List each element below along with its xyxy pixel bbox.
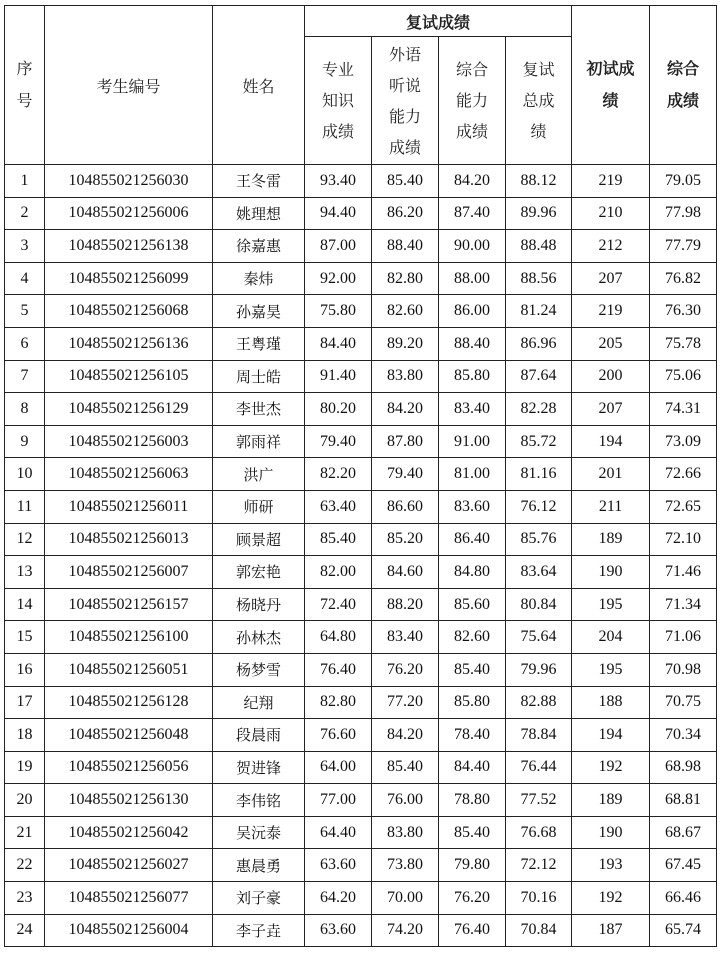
cell-exam-no: 104855021256027 xyxy=(45,849,213,882)
cell-final-score: 70.98 xyxy=(650,653,717,686)
header-retest-total: 复试 总成 绩 xyxy=(506,37,572,165)
cell-final-score: 71.46 xyxy=(650,556,717,589)
cell-final-score: 72.65 xyxy=(650,490,717,523)
cell-retest-total: 85.72 xyxy=(506,425,572,458)
cell-final-score: 68.98 xyxy=(650,751,717,784)
cell-retest-total: 81.16 xyxy=(506,458,572,491)
table-row xyxy=(5,653,717,686)
cell-exam-no: 104855021256042 xyxy=(45,816,213,849)
cell-exam-no: 104855021256128 xyxy=(45,686,213,719)
cell-initial-score: 204 xyxy=(572,621,650,654)
cell-lang-score: 85.20 xyxy=(372,523,439,556)
header-comp-score: 综合 能力 成绩 xyxy=(439,37,506,165)
cell-retest-total: 87.64 xyxy=(506,360,572,393)
cell-prof-score: 64.80 xyxy=(305,621,372,654)
cell-final-score: 75.78 xyxy=(650,327,717,360)
cell-exam-no: 104855021256130 xyxy=(45,784,213,817)
cell-exam-no: 104855021256129 xyxy=(45,393,213,426)
cell-final-score: 68.67 xyxy=(650,816,717,849)
cell-final-score: 74.31 xyxy=(650,393,717,426)
cell-seq: 2 xyxy=(5,197,45,230)
cell-retest-total: 88.12 xyxy=(506,165,572,198)
cell-comp-score: 85.40 xyxy=(439,816,506,849)
cell-seq: 23 xyxy=(5,882,45,915)
cell-initial-score: 207 xyxy=(572,262,650,295)
cell-prof-score: 72.40 xyxy=(305,588,372,621)
cell-name: 杨梦雪 xyxy=(213,653,305,686)
cell-retest-total: 76.44 xyxy=(506,751,572,784)
cell-seq: 20 xyxy=(5,784,45,817)
cell-lang-score: 86.60 xyxy=(372,490,439,523)
cell-name: 孙嘉昊 xyxy=(213,295,305,328)
cell-lang-score: 83.80 xyxy=(372,816,439,849)
cell-retest-total: 79.96 xyxy=(506,653,572,686)
cell-lang-score: 85.40 xyxy=(372,165,439,198)
cell-retest-total: 86.96 xyxy=(506,327,572,360)
table-row xyxy=(5,588,717,621)
cell-final-score: 76.82 xyxy=(650,262,717,295)
cell-initial-score: 210 xyxy=(572,197,650,230)
cell-initial-score: 219 xyxy=(572,295,650,328)
cell-name: 刘子豪 xyxy=(213,882,305,915)
cell-exam-no: 104855021256013 xyxy=(45,523,213,556)
cell-retest-total: 76.68 xyxy=(506,816,572,849)
cell-comp-score: 84.80 xyxy=(439,556,506,589)
cell-name: 纪翔 xyxy=(213,686,305,719)
cell-seq: 18 xyxy=(5,719,45,752)
cell-name: 贺进锋 xyxy=(213,751,305,784)
cell-initial-score: 195 xyxy=(572,653,650,686)
cell-name: 王粤瑾 xyxy=(213,327,305,360)
table-row xyxy=(5,686,717,719)
table-row xyxy=(5,621,717,654)
table-header xyxy=(5,6,717,165)
cell-comp-score: 76.20 xyxy=(439,882,506,915)
header-lang-score: 外语 听说 能力 成绩 xyxy=(372,37,439,165)
cell-comp-score: 83.60 xyxy=(439,490,506,523)
cell-final-score: 79.05 xyxy=(650,165,717,198)
cell-seq: 22 xyxy=(5,849,45,882)
cell-final-score: 77.98 xyxy=(650,197,717,230)
cell-retest-total: 89.96 xyxy=(506,197,572,230)
table-row xyxy=(5,295,717,328)
cell-initial-score: 201 xyxy=(572,458,650,491)
cell-comp-score: 91.00 xyxy=(439,425,506,458)
cell-name: 王冬雷 xyxy=(213,165,305,198)
cell-comp-score: 82.60 xyxy=(439,621,506,654)
cell-prof-score: 85.40 xyxy=(305,523,372,556)
cell-final-score: 71.06 xyxy=(650,621,717,654)
cell-seq: 6 xyxy=(5,327,45,360)
cell-retest-total: 82.88 xyxy=(506,686,572,719)
cell-exam-no: 104855021256157 xyxy=(45,588,213,621)
cell-comp-score: 85.60 xyxy=(439,588,506,621)
cell-seq: 11 xyxy=(5,490,45,523)
cell-prof-score: 64.40 xyxy=(305,816,372,849)
cell-exam-no: 104855021256100 xyxy=(45,621,213,654)
cell-lang-score: 74.20 xyxy=(372,914,439,947)
cell-initial-score: 205 xyxy=(572,327,650,360)
cell-comp-score: 88.00 xyxy=(439,262,506,295)
cell-prof-score: 77.00 xyxy=(305,784,372,817)
cell-comp-score: 76.40 xyxy=(439,914,506,947)
cell-name: 洪广 xyxy=(213,458,305,491)
cell-comp-score: 83.40 xyxy=(439,393,506,426)
cell-exam-no: 104855021256063 xyxy=(45,458,213,491)
cell-lang-score: 84.20 xyxy=(372,393,439,426)
cell-seq: 4 xyxy=(5,262,45,295)
cell-seq: 16 xyxy=(5,653,45,686)
cell-initial-score: 187 xyxy=(572,914,650,947)
cell-retest-total: 88.48 xyxy=(506,230,572,263)
cell-comp-score: 88.40 xyxy=(439,327,506,360)
cell-seq: 24 xyxy=(5,914,45,947)
cell-seq: 21 xyxy=(5,816,45,849)
cell-comp-score: 86.40 xyxy=(439,523,506,556)
cell-comp-score: 78.40 xyxy=(439,719,506,752)
cell-comp-score: 85.80 xyxy=(439,360,506,393)
cell-initial-score: 194 xyxy=(572,719,650,752)
cell-final-score: 65.74 xyxy=(650,914,717,947)
cell-retest-total: 78.84 xyxy=(506,719,572,752)
table-row xyxy=(5,458,717,491)
cell-initial-score: 192 xyxy=(572,751,650,784)
cell-initial-score: 189 xyxy=(572,523,650,556)
cell-exam-no: 104855021256004 xyxy=(45,914,213,947)
cell-retest-total: 70.84 xyxy=(506,914,572,947)
cell-prof-score: 63.40 xyxy=(305,490,372,523)
cell-comp-score: 81.00 xyxy=(439,458,506,491)
cell-prof-score: 76.40 xyxy=(305,653,372,686)
cell-comp-score: 85.80 xyxy=(439,686,506,719)
cell-initial-score: 190 xyxy=(572,816,650,849)
cell-final-score: 72.10 xyxy=(650,523,717,556)
cell-exam-no: 104855021256011 xyxy=(45,490,213,523)
cell-name: 李伟铭 xyxy=(213,784,305,817)
table-row xyxy=(5,360,717,393)
cell-lang-score: 82.80 xyxy=(372,262,439,295)
cell-final-score: 67.45 xyxy=(650,849,717,882)
cell-exam-no: 104855021256136 xyxy=(45,327,213,360)
cell-lang-score: 77.20 xyxy=(372,686,439,719)
cell-lang-score: 86.20 xyxy=(372,197,439,230)
cell-initial-score: 195 xyxy=(572,588,650,621)
cell-lang-score: 85.40 xyxy=(372,751,439,784)
cell-name: 姚理想 xyxy=(213,197,305,230)
table-row xyxy=(5,914,717,947)
cell-final-score: 68.81 xyxy=(650,784,717,817)
cell-lang-score: 88.20 xyxy=(372,588,439,621)
cell-name: 段晨雨 xyxy=(213,719,305,752)
cell-final-score: 72.66 xyxy=(650,458,717,491)
cell-name: 秦炜 xyxy=(213,262,305,295)
table-body xyxy=(5,165,717,947)
cell-initial-score: 192 xyxy=(572,882,650,915)
cell-seq: 9 xyxy=(5,425,45,458)
cell-lang-score: 82.60 xyxy=(372,295,439,328)
cell-lang-score: 79.40 xyxy=(372,458,439,491)
cell-prof-score: 82.00 xyxy=(305,556,372,589)
table-row xyxy=(5,556,717,589)
cell-name: 周士皓 xyxy=(213,360,305,393)
cell-prof-score: 82.20 xyxy=(305,458,372,491)
cell-comp-score: 85.40 xyxy=(439,653,506,686)
table-row xyxy=(5,816,717,849)
cell-prof-score: 64.00 xyxy=(305,751,372,784)
cell-seq: 3 xyxy=(5,230,45,263)
cell-seq: 19 xyxy=(5,751,45,784)
cell-retest-total: 72.12 xyxy=(506,849,572,882)
cell-comp-score: 87.40 xyxy=(439,197,506,230)
cell-exam-no: 104855021256105 xyxy=(45,360,213,393)
cell-seq: 1 xyxy=(5,165,45,198)
cell-prof-score: 82.80 xyxy=(305,686,372,719)
cell-lang-score: 87.80 xyxy=(372,425,439,458)
cell-name: 孙林杰 xyxy=(213,621,305,654)
table-row xyxy=(5,165,717,198)
cell-exam-no: 104855021256138 xyxy=(45,230,213,263)
cell-name: 师研 xyxy=(213,490,305,523)
cell-name: 李世杰 xyxy=(213,393,305,426)
cell-seq: 12 xyxy=(5,523,45,556)
cell-prof-score: 63.60 xyxy=(305,849,372,882)
cell-prof-score: 75.80 xyxy=(305,295,372,328)
cell-prof-score: 84.40 xyxy=(305,327,372,360)
cell-prof-score: 64.20 xyxy=(305,882,372,915)
cell-exam-no: 104855021256048 xyxy=(45,719,213,752)
cell-final-score: 73.09 xyxy=(650,425,717,458)
cell-initial-score: 194 xyxy=(572,425,650,458)
cell-retest-total: 70.16 xyxy=(506,882,572,915)
cell-name: 顾景超 xyxy=(213,523,305,556)
cell-seq: 8 xyxy=(5,393,45,426)
cell-final-score: 70.34 xyxy=(650,719,717,752)
cell-comp-score: 84.20 xyxy=(439,165,506,198)
cell-retest-total: 75.64 xyxy=(506,621,572,654)
cell-initial-score: 193 xyxy=(572,849,650,882)
cell-seq: 17 xyxy=(5,686,45,719)
cell-lang-score: 88.40 xyxy=(372,230,439,263)
cell-retest-total: 76.12 xyxy=(506,490,572,523)
cell-exam-no: 104855021256006 xyxy=(45,197,213,230)
cell-prof-score: 87.00 xyxy=(305,230,372,263)
table-row xyxy=(5,327,717,360)
cell-seq: 14 xyxy=(5,588,45,621)
cell-exam-no: 104855021256056 xyxy=(45,751,213,784)
cell-prof-score: 91.40 xyxy=(305,360,372,393)
cell-name: 李子垚 xyxy=(213,914,305,947)
cell-lang-score: 89.20 xyxy=(372,327,439,360)
cell-prof-score: 79.40 xyxy=(305,425,372,458)
cell-retest-total: 81.24 xyxy=(506,295,572,328)
cell-name: 徐嘉惠 xyxy=(213,230,305,263)
header-seq: 序 号 xyxy=(5,6,45,165)
table-row xyxy=(5,262,717,295)
score-table xyxy=(4,5,717,947)
cell-retest-total: 88.56 xyxy=(506,262,572,295)
cell-lang-score: 83.40 xyxy=(372,621,439,654)
cell-name: 吴沅泰 xyxy=(213,816,305,849)
cell-exam-no: 104855021256003 xyxy=(45,425,213,458)
cell-initial-score: 190 xyxy=(572,556,650,589)
table-row xyxy=(5,425,717,458)
table-row xyxy=(5,230,717,263)
cell-final-score: 77.79 xyxy=(650,230,717,263)
header-final-score: 综合 成绩 xyxy=(650,6,717,165)
cell-final-score: 71.34 xyxy=(650,588,717,621)
cell-initial-score: 219 xyxy=(572,165,650,198)
cell-retest-total: 83.64 xyxy=(506,556,572,589)
cell-comp-score: 90.00 xyxy=(439,230,506,263)
cell-name: 杨晓丹 xyxy=(213,588,305,621)
table-row xyxy=(5,393,717,426)
table-row xyxy=(5,719,717,752)
cell-prof-score: 93.40 xyxy=(305,165,372,198)
cell-prof-score: 80.20 xyxy=(305,393,372,426)
cell-seq: 13 xyxy=(5,556,45,589)
cell-lang-score: 73.80 xyxy=(372,849,439,882)
header-retest-group: 复试成绩 xyxy=(305,6,572,37)
cell-initial-score: 188 xyxy=(572,686,650,719)
cell-retest-total: 82.28 xyxy=(506,393,572,426)
table-row xyxy=(5,490,717,523)
cell-comp-score: 79.80 xyxy=(439,849,506,882)
cell-initial-score: 211 xyxy=(572,490,650,523)
table-row xyxy=(5,751,717,784)
cell-final-score: 75.06 xyxy=(650,360,717,393)
cell-exam-no: 104855021256051 xyxy=(45,653,213,686)
cell-retest-total: 77.52 xyxy=(506,784,572,817)
cell-prof-score: 92.00 xyxy=(305,262,372,295)
cell-prof-score: 94.40 xyxy=(305,197,372,230)
cell-lang-score: 76.20 xyxy=(372,653,439,686)
cell-retest-total: 80.84 xyxy=(506,588,572,621)
cell-exam-no: 104855021256030 xyxy=(45,165,213,198)
header-exam-no: 考生编号 xyxy=(45,6,213,165)
cell-lang-score: 84.60 xyxy=(372,556,439,589)
cell-final-score: 76.30 xyxy=(650,295,717,328)
table-row xyxy=(5,523,717,556)
cell-final-score: 70.75 xyxy=(650,686,717,719)
cell-name: 惠晨勇 xyxy=(213,849,305,882)
cell-prof-score: 63.60 xyxy=(305,914,372,947)
cell-lang-score: 70.00 xyxy=(372,882,439,915)
header-initial-score: 初试成 绩 xyxy=(572,6,650,165)
cell-seq: 15 xyxy=(5,621,45,654)
cell-initial-score: 207 xyxy=(572,393,650,426)
cell-name: 郭雨祥 xyxy=(213,425,305,458)
header-name: 姓名 xyxy=(213,6,305,165)
cell-initial-score: 189 xyxy=(572,784,650,817)
cell-comp-score: 84.40 xyxy=(439,751,506,784)
cell-retest-total: 85.76 xyxy=(506,523,572,556)
table-row xyxy=(5,849,717,882)
cell-exam-no: 104855021256077 xyxy=(45,882,213,915)
cell-seq: 5 xyxy=(5,295,45,328)
cell-lang-score: 76.00 xyxy=(372,784,439,817)
cell-comp-score: 78.80 xyxy=(439,784,506,817)
cell-exam-no: 104855021256007 xyxy=(45,556,213,589)
cell-seq: 7 xyxy=(5,360,45,393)
cell-initial-score: 200 xyxy=(572,360,650,393)
cell-seq: 10 xyxy=(5,458,45,491)
cell-exam-no: 104855021256099 xyxy=(45,262,213,295)
table-row xyxy=(5,784,717,817)
cell-lang-score: 83.80 xyxy=(372,360,439,393)
cell-initial-score: 212 xyxy=(572,230,650,263)
cell-lang-score: 84.20 xyxy=(372,719,439,752)
cell-prof-score: 76.60 xyxy=(305,719,372,752)
cell-comp-score: 86.00 xyxy=(439,295,506,328)
cell-name: 郭宏艳 xyxy=(213,556,305,589)
table-row xyxy=(5,882,717,915)
header-prof-score: 专业 知识 成绩 xyxy=(305,37,372,165)
table-row xyxy=(5,197,717,230)
cell-exam-no: 104855021256068 xyxy=(45,295,213,328)
cell-final-score: 66.46 xyxy=(650,882,717,915)
